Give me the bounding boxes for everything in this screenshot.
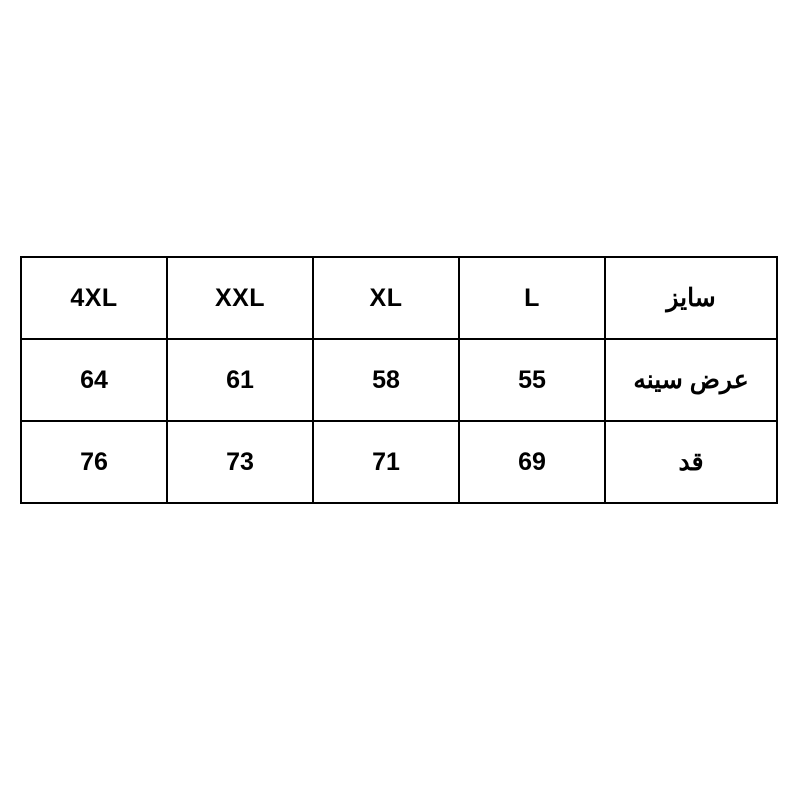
- size-chart-table: [20, 256, 778, 504]
- cell-chest-width-xl: 58: [313, 339, 459, 421]
- table-row: [21, 339, 777, 421]
- cell-length-l: 69: [459, 421, 605, 503]
- cell-length-xl: 71: [313, 421, 459, 503]
- table-header-row: [21, 257, 777, 339]
- header-size-l: L: [459, 257, 605, 339]
- cell-chest-width-4xl: 64: [21, 339, 167, 421]
- cell-length-xxl: 73: [167, 421, 313, 503]
- row-label-chest-width: عرض سینه: [605, 339, 777, 421]
- header-label-cell: سایز: [605, 257, 777, 339]
- header-size-xxl: XXL: [167, 257, 313, 339]
- header-size-4xl: 4XL: [21, 257, 167, 339]
- size-chart-container: [22, 256, 778, 504]
- header-size-xl: XL: [313, 257, 459, 339]
- row-label-length: قد: [605, 421, 777, 503]
- cell-chest-width-l: 55: [459, 339, 605, 421]
- table-row: [21, 421, 777, 503]
- cell-chest-width-xxl: 61: [167, 339, 313, 421]
- cell-length-4xl: 76: [21, 421, 167, 503]
